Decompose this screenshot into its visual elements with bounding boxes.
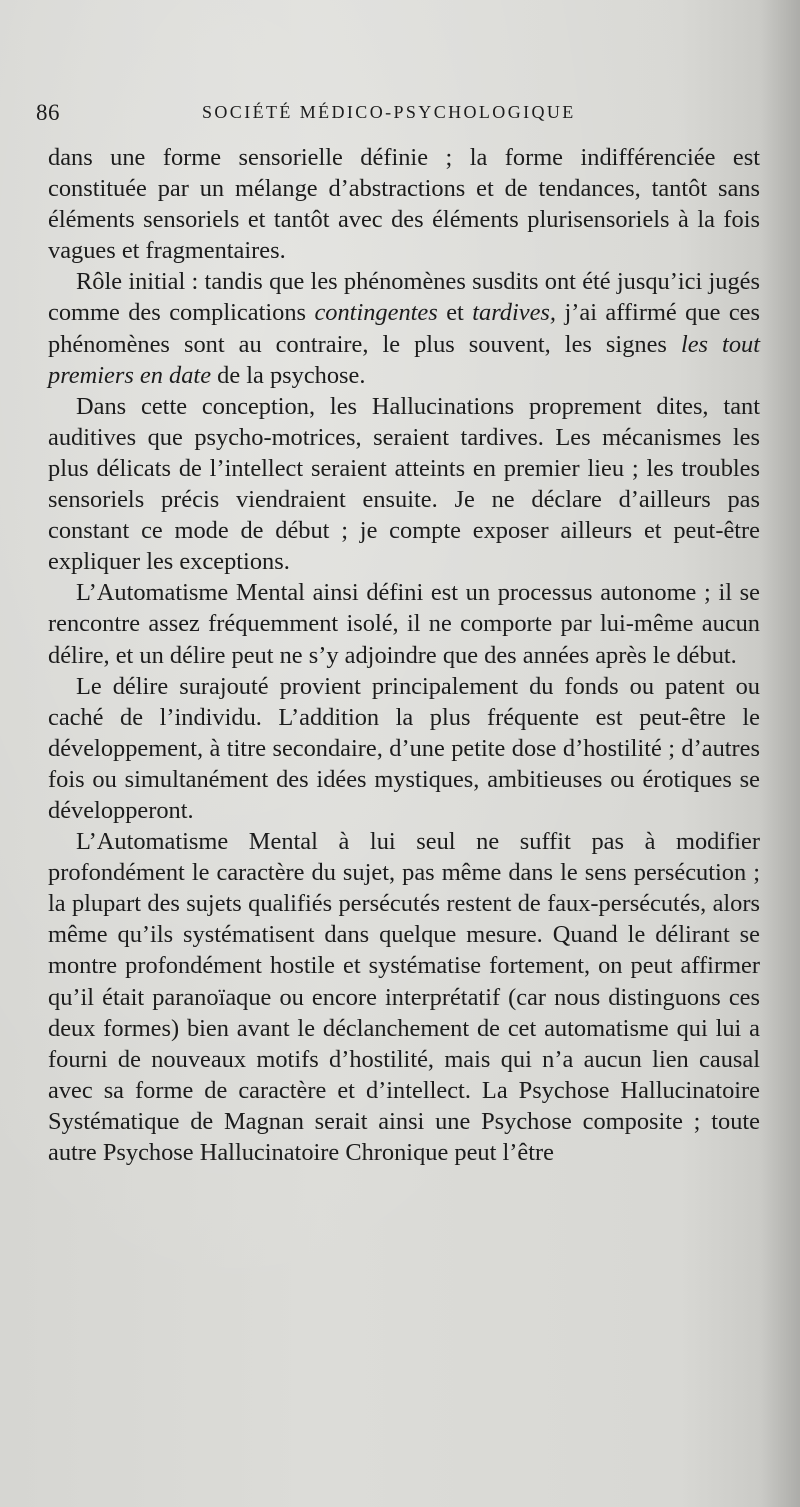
- page-edge-shadow: [760, 0, 800, 1507]
- paragraph-2-part-d: de la psychose.: [211, 361, 366, 389]
- paragraph-2-italic-1: contingentes: [314, 299, 438, 327]
- running-head: [36, 96, 756, 132]
- page-number: 86: [36, 100, 60, 125]
- paragraph-2-part-a: Rôle initial : tandis que les phénomènes susdits ont été jusqu’ici jugés comme des complications: [48, 268, 760, 327]
- paragraph-2: [48, 266, 760, 390]
- paragraph-2-part-c: j’ai affirmé que ces phénomènes sont au contraire, le plus souvent, les signes: [48, 299, 760, 358]
- paragraph-2-italic-3: les tout premiers en date: [48, 330, 761, 389]
- paragraph-6: L’Automatisme Mental à lui seul ne suffit pas à modifier profondément le caractère du sujet, pas même dans le sens persécution ; la plupart des sujets qualifiés persécutés restent de faux-persécutés, alors même qu’ils systématisent dans quelque mesure. Quand le délirant se montre profondément hostile et systématise fortement, on peut affirmer qu’il était paranoïaque ou encore interprétatif (car nous distinguons ces deux formes) bien avant le déclanchement de cet automatisme qui lui a fourni de nouveaux motifs d’hostilité, mais qui n’a aucun lien causal avec sa forme de caractère et d’intellect. La Psychose Hallucinatoire Systématique de Magnan serait ainsi une Psychose composite ; toute autre Psychose Hallucinatoire Chronique peut l’être: [48, 828, 760, 1166]
- paragraph-2-part-b: et: [437, 299, 473, 327]
- paragraph-4: L’Automatisme Mental ainsi défini est un processus autonome ; il se rencontre assez fréquemment isolé, il ne comporte par lui-même aucun délire, et un délire peut ne s’y adjoindre que des années après le début.: [48, 579, 760, 669]
- paragraph-5: Le délire surajouté provient principalement du fonds ou patent ou caché de l’individu. L’addition la plus fréquente est peut-être le développement, à titre secondaire, d’une petite dose d’hostilité ; d’autres fois ou simultanément des idées mystiques, ambitieuses ou érotiques se développeront.: [48, 672, 760, 824]
- paragraph-3: Dans cette conception, les Hallucinations proprement dites, tant auditives que psycho-motrices, seraient tardives. Les mécanismes les plus délicats de l’intellect seraient atteints en premier lieu ; les troubles sensoriels précis viendraient ensuite. Je ne déclare d’ailleurs pas constant ce mode de début ; je compte exposer ailleurs et peut-être expliquer les exceptions.: [48, 392, 760, 576]
- body-text: [48, 142, 760, 1168]
- journal-title: SOCIÉTÉ MÉDICO-PSYCHOLOGIQUE: [202, 102, 576, 122]
- paragraph-1: dans une forme sensorielle définie ; la forme indifférenciée est constituée par un mélange d’abstractions et de tendances, tantôt sans éléments sensoriels et tantôt avec des éléments plurisensoriels à la fois vagues et fragmentaires.: [48, 144, 760, 265]
- paragraph-2-italic-2: tardives,: [472, 299, 557, 327]
